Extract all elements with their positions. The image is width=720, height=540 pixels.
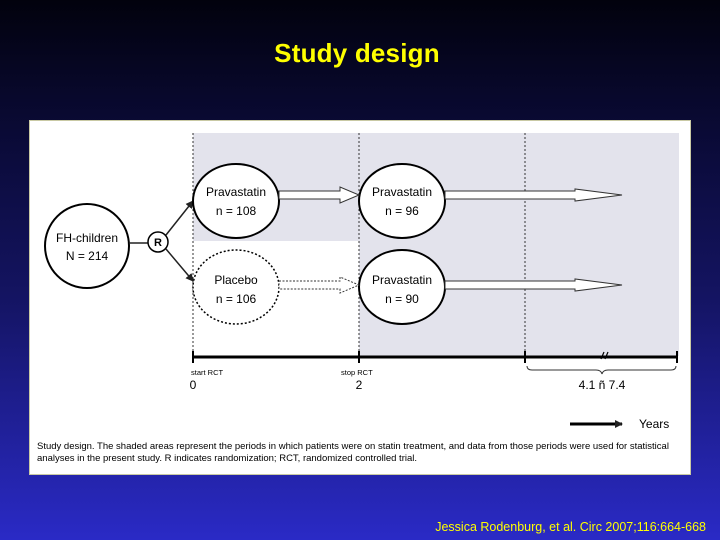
figure-caption: Study design. The shaded areas represent the periods in which patients were on statin treatment, and data from those periods were used for statistical analyses in the present study. R indicates randomization; RCT, randomized controlled trial. — [37, 441, 669, 464]
study-design-diagram — [30, 121, 692, 476]
study-design-figure — [29, 120, 691, 475]
fh-children-label: FH-children — [55, 231, 119, 245]
tick-label-start: 0 — [189, 378, 197, 392]
top-left-count: n = 108 — [215, 204, 257, 218]
followup-brace — [527, 366, 676, 374]
fh-children-node — [45, 204, 129, 288]
followup-range-label: 4.1 ñ 7.4 — [578, 378, 626, 392]
citation: Jessica Rodenburg, et al. Circ 2007;116:664-668 — [435, 520, 706, 534]
branch-arrow-bottom — [166, 249, 193, 281]
bottom-left-drug: Placebo — [214, 273, 258, 287]
pravastatin-node-bottom-right — [359, 250, 445, 324]
bottom-left-count: n = 106 — [215, 292, 257, 306]
pravastatin-node-top-left — [193, 164, 279, 238]
start-rct-label: start RCT — [191, 368, 224, 377]
pravastatin-node-top-right — [359, 164, 445, 238]
top-right-count: n = 96 — [385, 204, 419, 218]
randomization-label: R — [154, 237, 162, 249]
top-left-drug: Pravastatin — [205, 185, 267, 199]
placebo-node-bottom-left — [193, 250, 279, 324]
slide-title: Study design — [274, 38, 440, 68]
years-label: Years — [639, 417, 670, 431]
branch-arrow-top — [166, 201, 193, 235]
hollow-arrow-bottom-left — [279, 277, 359, 293]
fh-children-count: N = 214 — [65, 249, 109, 263]
tick-label-stop: 2 — [355, 378, 363, 392]
bottom-right-count: n = 90 — [385, 292, 419, 306]
top-right-drug: Pravastatin — [371, 185, 433, 199]
stop-rct-label: stop RCT — [341, 368, 373, 377]
randomization-node — [148, 232, 168, 252]
bottom-right-drug: Pravastatin — [371, 273, 433, 287]
